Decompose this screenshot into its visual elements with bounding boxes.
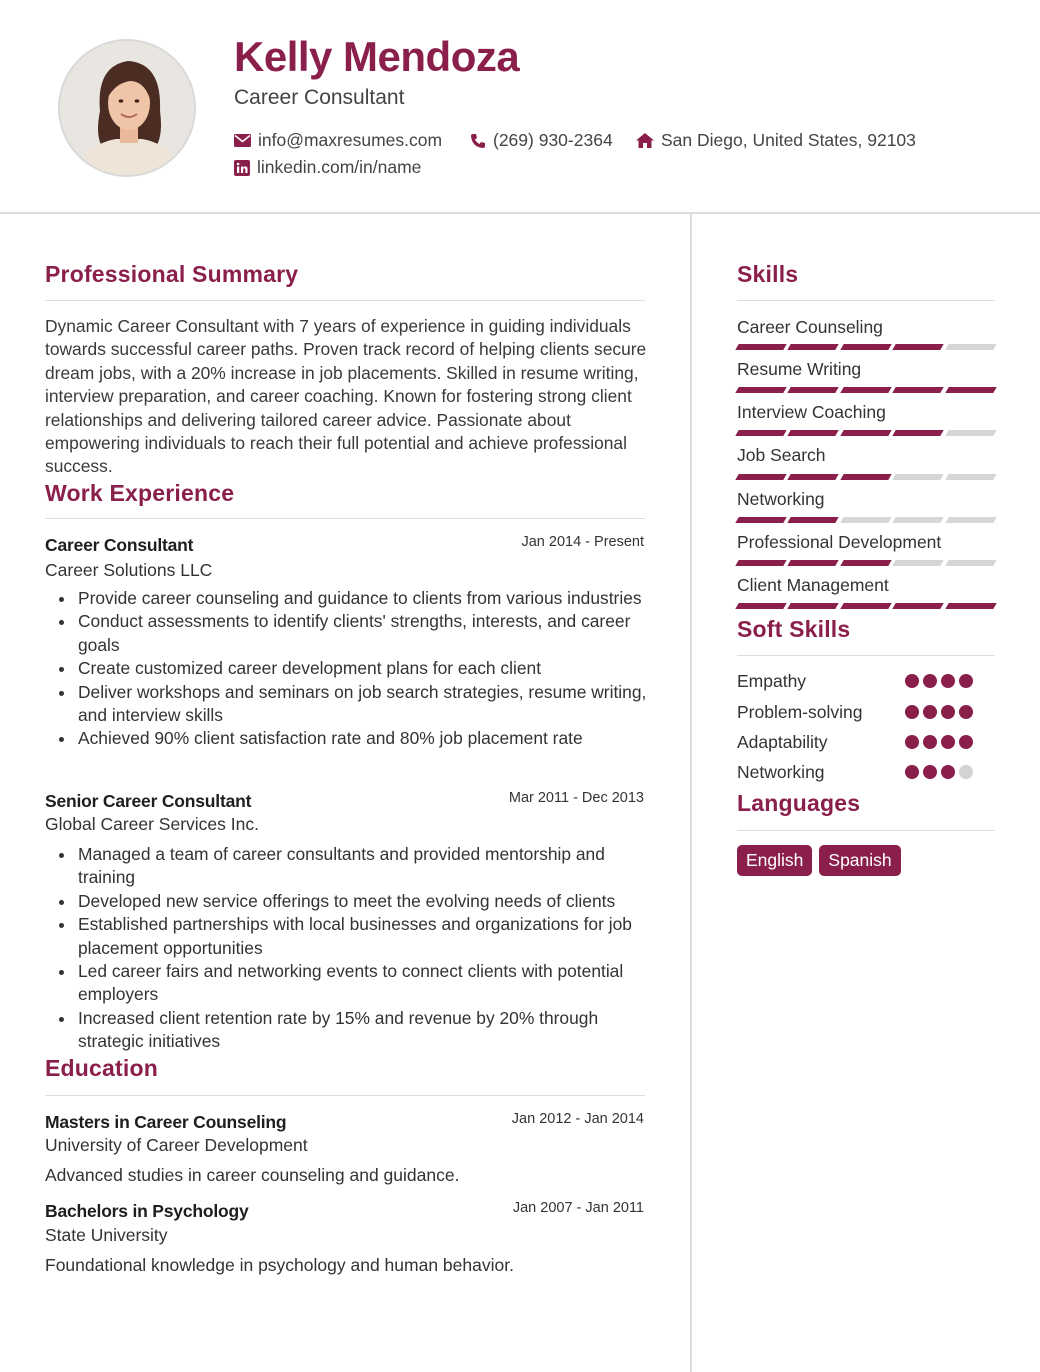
skill-name: Professional Development — [737, 532, 942, 552]
languages-divider — [737, 830, 995, 831]
skill-segment-filled — [788, 603, 840, 609]
skill-segment-filled — [892, 603, 944, 609]
job-dates: Jan 2014 - Present — [521, 534, 644, 550]
education-heading: Education — [45, 1055, 158, 1081]
skill-segment-empty — [945, 430, 997, 436]
skill-segment-filled — [788, 430, 840, 436]
linkedin-text: linkedin.com/in/name — [257, 157, 422, 177]
job-bullet: Led career fairs and networking events to connect clients with potential employers — [78, 960, 648, 1007]
school-name: University of Career Development — [45, 1135, 308, 1155]
skill-segment-filled — [735, 474, 787, 480]
skill-level-bar — [737, 560, 995, 567]
language-list — [737, 845, 901, 876]
soft-skill-rating — [905, 765, 973, 779]
skill-segment-filled — [735, 387, 787, 393]
linkedin-icon — [234, 160, 250, 176]
person-photo-icon — [60, 41, 196, 177]
skills-heading: Skills — [737, 261, 799, 287]
email-text: info@maxresumes.com — [258, 130, 443, 150]
rating-dot-empty — [959, 765, 973, 779]
contact-location — [636, 130, 916, 151]
rating-dot-filled — [941, 765, 955, 779]
job-bullet: Achieved 90% client satisfaction rate and 80% job placement rate — [78, 727, 648, 750]
skill-level-bar — [737, 430, 995, 437]
skill-level-bar — [737, 387, 995, 394]
skill-name: Interview Coaching — [737, 402, 886, 422]
rating-dot-filled — [959, 705, 973, 719]
skill-segment-filled — [945, 387, 997, 393]
skill-segment-filled — [735, 603, 787, 609]
job-title: Career Consultant — [45, 535, 194, 555]
skill-segment-filled — [840, 387, 892, 393]
experience-divider — [45, 518, 645, 519]
skill-segment-filled — [892, 387, 944, 393]
phone-text: (269) 930-2364 — [493, 130, 613, 150]
skill-name: Career Counseling — [737, 317, 883, 337]
job-bullet: Create customized career development plans for each client — [78, 657, 648, 680]
skill-segment-empty — [892, 474, 944, 480]
envelope-icon — [234, 134, 251, 147]
column-divider — [690, 214, 692, 1372]
language-badge: Spanish — [819, 845, 900, 876]
skill-segment-filled — [945, 603, 997, 609]
soft-skill-name: Adaptability — [737, 732, 828, 752]
skill-segment-empty — [892, 517, 944, 523]
profile-photo — [58, 39, 196, 177]
skill-segment-filled — [840, 560, 892, 566]
summary-divider — [45, 300, 645, 301]
degree-description: Advanced studies in career counseling and guidance. — [45, 1165, 460, 1185]
skill-segment-filled — [735, 430, 787, 436]
experience-heading: Work Experience — [45, 480, 235, 506]
candidate-title: Career Consultant — [234, 86, 405, 109]
soft-skills-divider — [737, 655, 995, 656]
contact-linkedin[interactable] — [234, 157, 421, 178]
language-badge: English — [737, 845, 812, 876]
contact-email[interactable] — [234, 130, 442, 151]
rating-dot-filled — [923, 674, 937, 688]
rating-dot-filled — [923, 705, 937, 719]
soft-skill-rating — [905, 735, 973, 749]
rating-dot-filled — [905, 705, 919, 719]
job-bullet: Managed a team of career consultants and provided mentorship and training — [78, 843, 648, 890]
soft-skills-heading: Soft Skills — [737, 616, 851, 642]
job-bullet: Developed new service offerings to meet the evolving needs of clients — [78, 890, 648, 913]
job-bullet: Provide career counseling and guidance to clients from various industries — [78, 587, 648, 610]
soft-skill-rating — [905, 674, 973, 688]
skill-segment-filled — [892, 430, 944, 436]
degree-dates: Jan 2007 - Jan 2011 — [512, 1200, 644, 1216]
job-company: Global Career Services Inc. — [45, 814, 259, 834]
skill-segment-filled — [735, 517, 787, 523]
skill-segment-empty — [840, 517, 892, 523]
school-name: State University — [45, 1225, 168, 1245]
skill-segment-filled — [840, 603, 892, 609]
skill-level-bar — [737, 344, 995, 351]
soft-skill-name: Empathy — [737, 671, 807, 691]
skill-segment-filled — [788, 560, 840, 566]
soft-skill-rating — [905, 705, 973, 719]
job-bullet: Conduct assessments to identify clients' strengths, interests, and career goals — [78, 610, 648, 657]
skills-divider — [737, 300, 995, 301]
phone-icon — [470, 133, 486, 149]
location-text: San Diego, United States, 92103 — [661, 130, 916, 150]
skill-segment-filled — [788, 344, 840, 350]
skill-segment-filled — [840, 474, 892, 480]
skill-level-bar — [737, 517, 995, 524]
rating-dot-filled — [923, 735, 937, 749]
job-bullets — [78, 843, 648, 1054]
summary-heading: Professional Summary — [45, 261, 299, 287]
rating-dot-filled — [959, 735, 973, 749]
rating-dot-filled — [923, 765, 937, 779]
languages-heading: Languages — [737, 790, 861, 816]
job-dates: Mar 2011 - Dec 2013 — [508, 790, 644, 806]
skill-name: Networking — [737, 489, 825, 509]
skill-segment-filled — [840, 430, 892, 436]
home-icon — [636, 133, 654, 148]
education-divider — [45, 1095, 645, 1096]
degree-title: Masters in Career Counseling — [45, 1112, 287, 1132]
skill-segment-empty — [945, 344, 997, 350]
job-title: Senior Career Consultant — [45, 791, 252, 811]
skill-name: Client Management — [737, 575, 889, 595]
job-bullets — [78, 587, 648, 751]
resume-header — [0, 0, 1040, 214]
rating-dot-filled — [959, 674, 973, 688]
degree-description: Foundational knowledge in psychology and human behavior. — [45, 1255, 514, 1275]
job-bullet: Deliver workshops and seminars on job search strategies, resume writing, and interview skills — [78, 681, 648, 728]
skill-segment-filled — [788, 517, 840, 523]
soft-skill-name: Networking — [737, 762, 825, 782]
skill-segment-filled — [788, 387, 840, 393]
job-bullet: Increased client retention rate by 15% and revenue by 20% through strategic initiatives — [78, 1007, 648, 1054]
degree-title: Bachelors in Psychology — [45, 1201, 249, 1221]
skill-name: Resume Writing — [737, 359, 862, 379]
job-company: Career Solutions LLC — [45, 560, 213, 580]
skill-level-bar — [737, 603, 995, 610]
rating-dot-filled — [941, 735, 955, 749]
contact-phone[interactable] — [470, 130, 613, 151]
rating-dot-filled — [941, 674, 955, 688]
skill-segment-empty — [945, 517, 997, 523]
skill-segment-filled — [840, 344, 892, 350]
rating-dot-filled — [941, 705, 955, 719]
skill-segment-empty — [892, 560, 944, 566]
rating-dot-filled — [905, 735, 919, 749]
skill-level-bar — [737, 474, 995, 481]
skill-name: Job Search — [737, 445, 826, 465]
skill-segment-filled — [788, 474, 840, 480]
skill-segment-filled — [892, 344, 944, 350]
skill-segment-filled — [735, 344, 787, 350]
rating-dot-filled — [905, 674, 919, 688]
skill-segment-empty — [945, 474, 997, 480]
skill-segment-empty — [945, 560, 997, 566]
degree-dates: Jan 2012 - Jan 2014 — [511, 1111, 644, 1127]
job-bullet: Established partnerships with local businesses and organizations for job placement opportunities — [78, 913, 648, 960]
candidate-name: Kelly Mendoza — [234, 33, 520, 80]
skill-segment-filled — [735, 560, 787, 566]
summary-text: Dynamic Career Consultant with 7 years of experience in guiding individuals towards successful career paths. Proven track record of helping clients secure dream jobs, with a 20% increase in job placements. Skilled in resume writing, interview preparation, and career coaching. Known for fostering strong client relationships and delivering tailored career advice. Passionate about empowering individuals to reach their full potential and achieve professional success. — [45, 316, 647, 477]
soft-skill-name: Problem-solving — [737, 702, 863, 722]
rating-dot-filled — [905, 765, 919, 779]
